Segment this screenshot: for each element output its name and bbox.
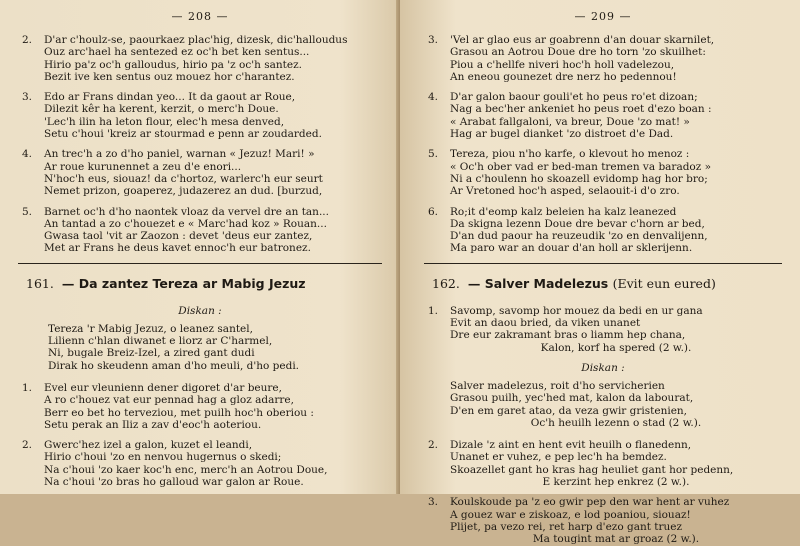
refrain-line: Grasou puilh, yec'hed mat, kalon da labourat, [450, 392, 694, 405]
verse-line: « Oc'h ober vad er bed-man tremen va baradoz » [450, 160, 712, 173]
verse-line: Hirio c'houi 'zo en nenvou hugernus o skedi; [44, 451, 282, 464]
stanza-208-5 [18, 206, 382, 255]
verse-line: Dilezit kêr ha kerent, kerzit, o merc'h Doue. [44, 103, 279, 116]
stanza-number: 2. [428, 439, 439, 452]
verse-line: Grasou an Aotrou Doue dre ho torn 'zo skuilhet: [450, 46, 706, 59]
verse-line: E kerzint hep enkrez (2 w.). [542, 476, 690, 489]
stanza-162-2 [424, 439, 782, 488]
stanza-209-6 [424, 206, 782, 255]
verse-line: Bezit ive ken sentus ouz mouez hor c'harantez. [44, 70, 295, 83]
stanza-number: 4. [22, 148, 33, 161]
verse-line: Edo ar Frans dindan yeo... It da gaout ar Roue, [44, 91, 296, 104]
diskan-label: Diskan : [178, 304, 222, 317]
stanza-208-2 [18, 34, 382, 83]
right-page [400, 0, 800, 546]
verse-line: Gwasa taol 'vit ar Zaozon : devet 'deus eur zantez, [44, 230, 313, 243]
stanza-number: 6. [428, 205, 439, 218]
verse-line: An tantad a zo c'houezet e « Marc'had koz » Rouan... [44, 217, 327, 230]
stanza-161-1 [18, 382, 382, 431]
verse-line: Berr eo bet ho terveziou, met puilh hoc'h oberiou : [44, 406, 314, 419]
verse-line: 'Lec'h ilin ha leton flour, elec'h mesa denved, [44, 115, 285, 128]
verse-line: Evel eur vleunienn dener digoret d'ar beure, [44, 381, 282, 394]
refrain-line: D'en em garet atao, da veza gwir gristenien, [450, 404, 688, 417]
verse-line: Setu perak an Iliz a zav d'eoc'h aoteriou. [44, 418, 262, 431]
verse-line: Plijet, pa vezo rei, ret harp d'ezo gant truez [450, 520, 683, 533]
verse-line: Piou a c'hellfe niveri hoc'h holl vadelezou, [450, 58, 675, 71]
verse-line: N'hoc'h eus, siouaz! da c'hortoz, warlerc'h eur seurt [44, 172, 323, 185]
verse-line: A gouez war e ziskoaz, e lod poaniou, siouaz! [450, 508, 691, 521]
verse-line: An eneou gounezet dre nerz ho pedennou! [450, 70, 677, 83]
refrain-162 [424, 380, 782, 429]
verse-line: Savomp, savomp hor mouez da bedi en ur gana [450, 304, 703, 317]
verse-line: Ar Vretoned hoc'h asped, selaouit-i d'o zro. [450, 185, 680, 198]
verse-line: Barnet oc'h d'ho naontek vloaz da vervel dre an tan... [44, 205, 329, 218]
verse-line: Dre eur zakramant bras o liamm hep chana, [450, 329, 686, 342]
stanza-number: 5. [22, 205, 33, 218]
verse-line: Hag ar bugel dianket 'zo distroet d'e Dad. [450, 128, 674, 141]
verse-line: Ni a c'houlenn ho skoazell evidomp hag hor bro; [450, 172, 708, 185]
verse-line: D'an dud paour ha reuzeudik 'zo en denvalijenn, [450, 230, 708, 243]
refrain-line: Salver madelezus, roit d'ho servicherien [450, 379, 665, 392]
verse-line: Setu c'houi 'kreiz ar stourmad e penn ar zoudarded. [44, 128, 322, 141]
stanza-number: 1. [428, 304, 439, 317]
stanza-number: 1. [22, 381, 33, 394]
refrain-line: Lilienn c'hlan diwanet e liorz ar C'harmel, [48, 335, 273, 348]
page-number-208: — 208 — [171, 10, 229, 23]
left-page [0, 0, 400, 494]
refrain-line: Oc'h heuilh lezenn o stad (2 w.). [530, 416, 702, 429]
page-number-209: — 209 — [574, 10, 632, 23]
verse-line: Kalon, korf ha spered (2 w.). [540, 341, 692, 354]
verse-line: Ar roue kurunennet a zeu d'e enori... [44, 160, 242, 173]
stanza-number: 3. [428, 496, 439, 509]
verse-line: Ro;it d'eomp kalz beleien ha kalz leanezed [450, 205, 677, 218]
verse-line: A ro c'houez vat eur pennad hag a gloz adarre, [44, 394, 294, 407]
stanza-number: 3. [428, 34, 439, 46]
stanza-number: 4. [428, 91, 439, 104]
verse-line: Met ar Frans he deus kavet ennoc'h eur batronez. [44, 242, 311, 255]
stanza-208-3 [18, 91, 382, 140]
verse-line: Da skigna lezenn Doue dre bevar c'horn ar bed, [450, 217, 705, 230]
verse-line: Dizale 'z aint en hent evit heuilh o flanedenn, [450, 439, 692, 452]
stanza-162-3 [424, 496, 782, 545]
stanza-208-4 [18, 148, 382, 197]
hymn-162-title [424, 276, 782, 291]
hymn-number: 162. [432, 275, 460, 291]
verse-line: Gwerc'hez izel a galon, kuzet el leandi, [44, 439, 253, 452]
verse-line: « Arabat fallgaloni, va breur, Doue 'zo mat! » [450, 115, 690, 128]
verse-line: Nag a bec'her ankeniet ho peus roet d'ezo boan : [450, 103, 712, 116]
stanza-number: 2. [22, 439, 33, 452]
stanza-209-5 [424, 148, 782, 197]
section-divider [18, 263, 382, 264]
refrain-line: Tereza 'r Mabig Jezuz, o leanez santel, [48, 322, 253, 335]
diskan-label: Diskan : [581, 361, 625, 374]
refrain-line: Dirak ho skeudenn aman d'ho meuli, d'ho pedi. [48, 359, 300, 372]
hymn-title-text: — Salver Madelezus [467, 275, 609, 291]
verse-line: Unanet er vuhez, e pep lec'h ha bemdez. [450, 451, 667, 464]
section-divider [424, 263, 782, 264]
refrain-161 [18, 323, 382, 372]
hymn-161-title [18, 276, 382, 291]
verse-line: 'Vel ar glao eus ar goabrenn d'an douar skarnilet, [450, 34, 715, 46]
stanza-209-3 [424, 34, 782, 83]
stanza-number: 5. [428, 148, 439, 161]
verse-line: Na c'houi 'zo kaer koc'h enc, merc'h an Aotrou Doue, [44, 463, 328, 476]
verse-line: Ma tougint mat ar groaz (2 w.). [532, 533, 700, 546]
verse-line: Tereza, piou n'ho karfe, o klevout ho menoz : [450, 148, 690, 161]
verse-line: D'ar galon baour gouli'et ho peus ro'et dizoan; [450, 91, 698, 104]
hymn-subtitle: (Evit eun eured) [612, 275, 716, 291]
stanza-209-4 [424, 91, 782, 140]
refrain-line: Ni, bugale Breiz-Izel, a zired gant dudi [48, 347, 255, 360]
verse-line: Skoazellet gant ho kras hag heuliet gant hor pedenn, [450, 463, 734, 476]
hymn-number: 161. [26, 275, 54, 291]
verse-line: Na c'houi 'zo bras ho galloud war galon ar Roue. [44, 476, 304, 489]
verse-line: Nemet prizon, goaperez, judazerez an dud. [burzud, [44, 185, 323, 198]
verse-line: Ma paro war an douar d'an holl ar sklerijenn. [450, 242, 693, 255]
verse-line: Ouz arc'hael ha sentezed ez oc'h bet ken sentus... [44, 46, 310, 59]
verse-line: Hirio pa'z oc'h galloudus, hirio pa 'z oc'h santez. [44, 58, 302, 71]
verse-line: Koulskoude pa 'z eo gwir pep den war hent ar vuhez [450, 496, 730, 509]
verse-line: An trec'h a zo d'ho paniel, warnan « Jezuz! Mari! » [44, 148, 315, 161]
verse-line: D'ar c'houlz-se, paourkaez plac'hig, dizesk, dic'halloudus [44, 34, 348, 46]
stanza-number: 3. [22, 91, 33, 104]
hymn-title-text: — Da zantez Tereza ar Mabig Jezuz [61, 275, 306, 291]
stanza-number: 2. [22, 34, 33, 46]
stanza-162-1 [424, 305, 782, 354]
stanza-161-2 [18, 439, 382, 488]
verse-line: Evit an daou bried, da viken unanet [450, 317, 641, 330]
